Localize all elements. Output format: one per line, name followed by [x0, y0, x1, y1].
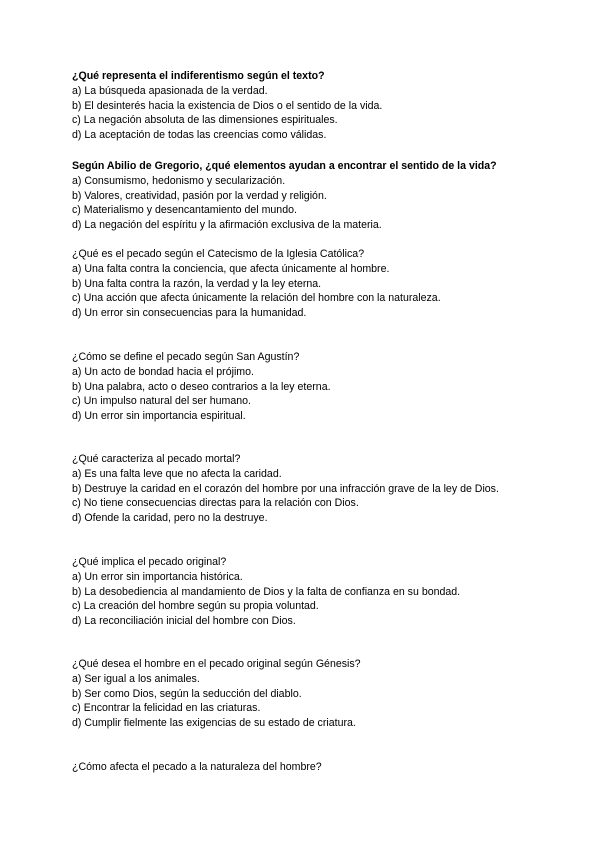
answer-option: c) Materialismo y desencantamiento del mundo.: [72, 204, 297, 217]
answer-option: b) Destruye la caridad en el corazón del hombre por una infracción grave de la ley de Dios.: [72, 482, 499, 495]
answer-option: c) Una acción que afecta únicamente la relación del hombre con la naturaleza.: [72, 292, 441, 305]
answer-option: d) Ofende la caridad, pero no la destruye.: [72, 512, 268, 525]
answer-option: d) La aceptación de todas las creencias como válidas.: [72, 129, 327, 142]
question-block: [72, 657, 552, 731]
answer-option: d) Un error sin consecuencias para la humanidad.: [72, 307, 307, 320]
question-title: ¿Qué es el pecado según el Catecismo de la Iglesia Católica?: [72, 248, 365, 260]
question-block: [72, 452, 552, 526]
answer-option: d) Cumplir fielmente las exigencias de su estado de criatura.: [72, 717, 356, 730]
answer-option: a) La búsqueda apasionada de la verdad.: [72, 84, 268, 97]
question-block: [72, 247, 552, 321]
answer-option: b) Una palabra, acto o deseo contrarios a la ley eterna.: [72, 380, 331, 393]
question-title: ¿Qué implica el pecado original?: [72, 556, 227, 568]
answer-option: a) Ser igual a los animales.: [72, 672, 200, 685]
answer-option: a) Un error sin importancia histórica.: [72, 570, 243, 583]
question-block: [72, 69, 552, 143]
answer-option: b) La desobediencia al mandamiento de Dios y la falta de confianza en su bondad.: [72, 585, 461, 598]
answer-option: d) La reconciliación inicial del hombre con Dios.: [72, 615, 296, 628]
answer-option: c) Encontrar la felicidad en las criaturas.: [72, 702, 261, 715]
answer-option: b) Valores, creatividad, pasión por la verdad y religión.: [72, 189, 327, 202]
answer-option: d) La negación del espíritu y la afirmación exclusiva de la materia.: [72, 219, 382, 232]
answer-option: c) La negación absoluta de las dimensiones espirituales.: [72, 114, 338, 127]
answer-option: c) No tiene consecuencias directas para la relación con Dios.: [72, 497, 359, 510]
answer-option: b) Ser como Dios, según la seducción del diablo.: [72, 687, 302, 700]
question-title: ¿Cómo afecta el pecado a la naturaleza del hombre?: [72, 761, 322, 773]
answer-option: b) Una falta contra la razón, la verdad y la ley eterna.: [72, 277, 322, 290]
question-title: Según Abilio de Gregorio, ¿qué elementos ayudan a encontrar el sentido de la vida?: [72, 160, 497, 172]
answer-option: d) Un error sin importancia espiritual.: [72, 410, 246, 423]
answer-option: a) Es una falta leve que no afecta la caridad.: [72, 467, 282, 480]
question-title: ¿Qué desea el hombre en el pecado original según Génesis?: [72, 658, 361, 670]
question-title: ¿Qué caracteriza al pecado mortal?: [72, 453, 241, 465]
answer-option: a) Un acto de bondad hacia el prójimo.: [72, 365, 254, 378]
answer-option: b) El desinterés hacia la existencia de Dios o el sentido de la vida.: [72, 99, 383, 112]
question-block: [72, 159, 552, 233]
question-block: [72, 555, 552, 629]
question-title: ¿Qué representa el indiferentismo según el texto?: [72, 70, 325, 82]
question-title: ¿Cómo se define el pecado según San Agustín?: [72, 351, 300, 363]
answer-option: a) Una falta contra la conciencia, que afecta únicamente al hombre.: [72, 262, 390, 275]
answer-option: c) Un impulso natural del ser humano.: [72, 395, 252, 408]
answer-option: a) Consumismo, hedonismo y secularización.: [72, 174, 286, 187]
question-block: [72, 760, 552, 775]
answer-option: c) La creación del hombre según su propia voluntad.: [72, 600, 319, 613]
question-block: [72, 350, 552, 424]
